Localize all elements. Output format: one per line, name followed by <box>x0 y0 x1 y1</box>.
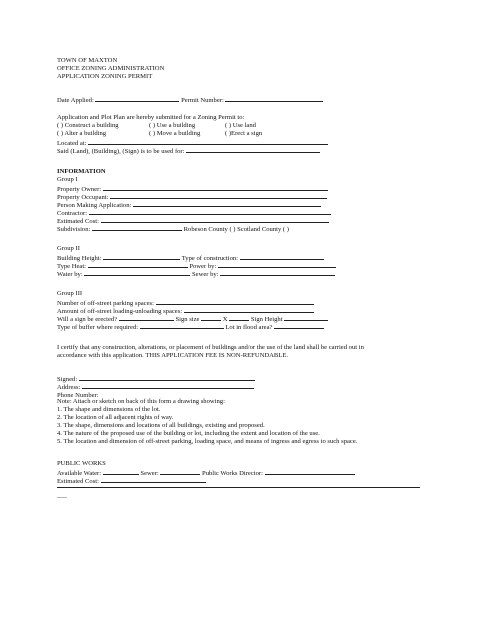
flood-field[interactable] <box>274 322 324 329</box>
sign-erected-label: Will a sign be erected? <box>57 316 118 323</box>
option-use-land[interactable]: ( ) Use land <box>225 122 256 129</box>
certify-line-2: accordance with this application. THIS APPLICATION FEE IS NON-REFUNDABLE. <box>57 352 288 359</box>
group-2-label: Group II <box>57 245 80 252</box>
date-row <box>57 95 323 105</box>
sign-erected-field[interactable] <box>119 314 174 321</box>
date-applied-label: Date Applied: <box>57 97 94 104</box>
owner-field[interactable] <box>103 184 328 191</box>
group-1-label: Group I <box>57 176 78 183</box>
sign-size-label: Sign size <box>175 316 200 323</box>
occupant-field[interactable] <box>110 192 327 199</box>
water-by-label: Water by: <box>57 271 83 278</box>
power-by-field[interactable] <box>218 261 336 268</box>
permit-number-field[interactable] <box>225 95 323 102</box>
located-field[interactable] <box>88 138 328 145</box>
used-for-label: Said (Land), (Building), (Sign) is to be used for: <box>57 148 185 155</box>
construction-type-label: Type of construction: <box>181 255 239 262</box>
option-erect-sign[interactable]: ( )Erect a sign <box>225 130 263 137</box>
sign-height-field[interactable] <box>284 314 328 321</box>
flood-label: Lot in flood area? <box>225 324 273 331</box>
phone-label: Phone Number: <box>57 392 99 399</box>
sign-length-field[interactable] <box>229 314 249 321</box>
subdivision-row <box>57 224 289 234</box>
public-works-heading: PUBLIC WORKS <box>57 460 106 467</box>
pw-cost-field[interactable] <box>101 476 206 483</box>
sign-height-label: Sign Height <box>250 316 283 323</box>
type-heat-label: Type Heat: <box>57 263 87 270</box>
subdivision-field[interactable] <box>92 224 182 231</box>
estimated-cost-label: Estimated Cost: <box>57 218 99 225</box>
option-use-building[interactable]: ( ) Use a building <box>149 122 196 129</box>
estimated-cost-field[interactable] <box>101 216 329 223</box>
address-field[interactable] <box>82 382 254 389</box>
county-options[interactable]: Robeson County ( ) Scotland County ( ) <box>183 226 289 233</box>
water-row <box>57 269 335 279</box>
applicant-label: Person Making Application: <box>57 202 132 209</box>
buffer-row <box>57 322 324 332</box>
contractor-label: Contractor: <box>57 210 88 217</box>
applicant-field[interactable] <box>133 200 321 207</box>
options-row-1 <box>57 122 256 130</box>
parking-field[interactable] <box>156 298 314 305</box>
header-office: OFFICE ZONING ADMINISTRATION <box>57 65 165 72</box>
power-by-label: Power by: <box>189 263 217 270</box>
used-for-field[interactable] <box>186 146 320 153</box>
intro-text: Application and Plot Plan are hereby submitted for a Zoning Permit to: <box>57 114 245 121</box>
note-item-1: 1. The shape and dimensions of the lot. <box>57 406 161 413</box>
option-move[interactable]: ( ) Move a building <box>149 130 201 137</box>
date-applied-field[interactable] <box>95 95 179 102</box>
available-water-field[interactable] <box>103 468 139 475</box>
options-row-2 <box>57 130 262 138</box>
note-text: Note: Attach or sketch on back of this form a drawing showing: <box>57 398 225 405</box>
pw-sewer-label: Sewer: <box>140 470 159 477</box>
information-heading: INFORMATION <box>57 168 106 175</box>
available-water-label: Available Water: <box>57 470 102 477</box>
occupant-label: Property Occupant: <box>57 194 109 201</box>
sewer-by-field[interactable] <box>220 269 335 276</box>
buffer-label: Type of buffer where required: <box>57 324 139 331</box>
option-construct[interactable]: ( ) Construct a building <box>57 122 119 129</box>
pw-director-field[interactable] <box>265 468 355 475</box>
note-item-2: 2. The location of all adjacent rights of way. <box>57 414 174 421</box>
permit-number-label: Permit Number: <box>181 97 224 104</box>
contractor-field[interactable] <box>89 208 331 215</box>
option-alter[interactable]: ( ) Alter a building <box>57 130 107 137</box>
pw-cost-label: Estimated Cost: <box>57 478 99 485</box>
sign-width-field[interactable] <box>201 314 221 321</box>
construction-type-field[interactable] <box>240 253 324 260</box>
water-by-field[interactable] <box>84 269 190 276</box>
header-title: APPLICATION ZONING PERMIT <box>57 73 153 80</box>
pw-cost-row <box>57 476 206 486</box>
used-for-row <box>57 146 320 156</box>
located-label: Located at: <box>57 140 87 147</box>
pw-director-label: Public Works Director: <box>202 470 263 477</box>
signed-label: Signed: <box>57 376 78 383</box>
subdivision-label: Subdivision: <box>57 226 91 233</box>
address-label: Address: <box>57 384 81 391</box>
note-item-4: 4. The nature of the proposed use of the building or lot, including the extent and location of the use. <box>57 430 320 437</box>
header-town: TOWN OF MAXTON <box>57 57 118 64</box>
building-height-field[interactable] <box>103 253 180 260</box>
sewer-by-label: Sewer by: <box>191 271 219 278</box>
parking-label: Number of off-street parking spaces: <box>57 300 154 307</box>
pw-rule-tail: ___ <box>57 492 67 499</box>
pw-sewer-field[interactable] <box>160 468 200 475</box>
certify-line-1: I certify that any construction, alterations, or placement of buildings and/or the use of the land shall be carried out in <box>57 344 364 351</box>
sign-x-separator: X <box>222 316 228 323</box>
buffer-field[interactable] <box>140 322 224 329</box>
signed-field[interactable] <box>79 374 255 381</box>
type-heat-field[interactable] <box>88 261 188 268</box>
group-3-label: Group III <box>57 290 83 297</box>
note-item-3: 3. The shape, dimensions and locations of all buildings, existing and proposed. <box>57 422 265 429</box>
loading-label: Amount of off-street loading-unloading spaces: <box>57 308 183 315</box>
owner-label: Property Owner: <box>57 186 102 193</box>
building-height-label: Building Height: <box>57 255 102 262</box>
loading-field[interactable] <box>184 306 314 313</box>
pw-long-rule[interactable] <box>57 487 420 488</box>
note-item-5: 5. The location and dimension of off-street parking, loading space, and means of ingress and egress to such space. <box>57 438 358 445</box>
